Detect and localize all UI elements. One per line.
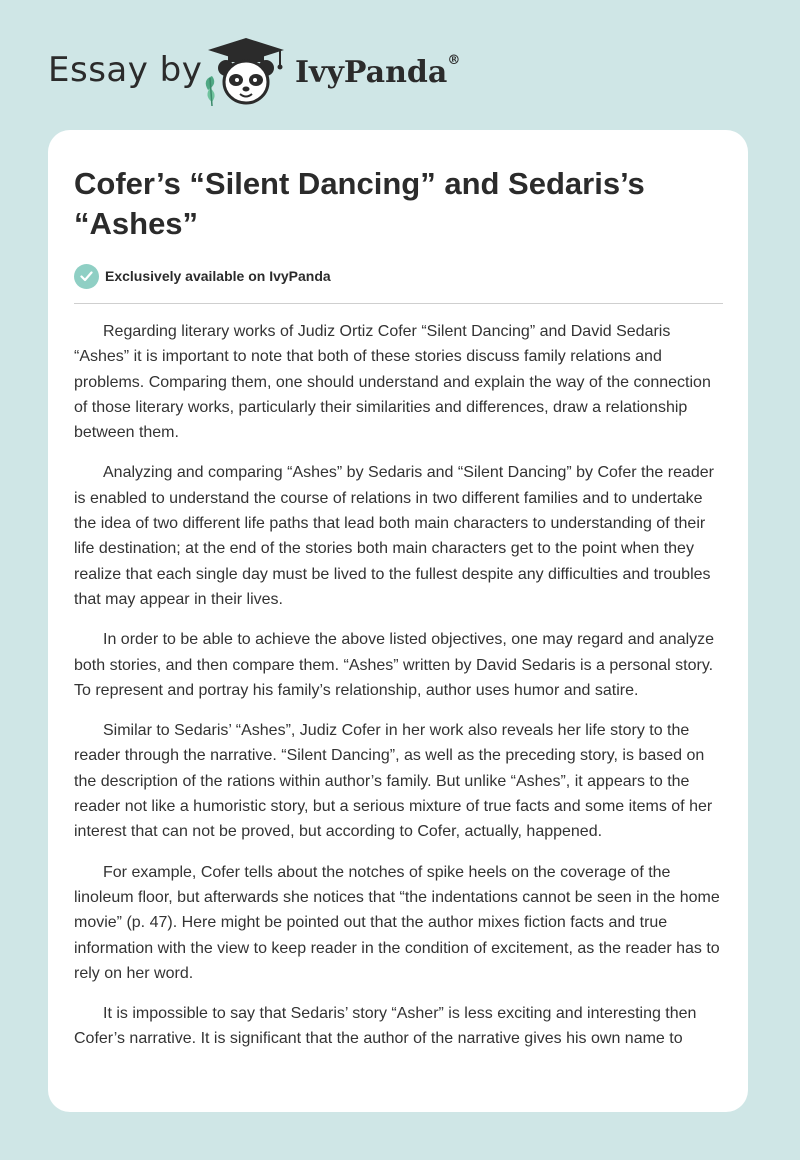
divider	[74, 303, 723, 304]
paragraph: For example, Cofer tells about the notches of spike heels on the coverage of the linoleum floor, but afterwards she notices that “the indentations cannot be seen in the home movie” (p. 47). Here might be pointed out that the author mixes fiction facts and true information with the view to keep reader in the condition of excitement, as the reader has to rely on her word.	[74, 863, 720, 982]
essay-by-label: Essay by	[48, 50, 203, 90]
panda-graduation-cap-icon[interactable]	[200, 36, 292, 108]
paragraph: Analyzing and comparing “Ashes” by Sedaris and “Silent Dancing” by Cofer the reader is enabled to understand the course of relations in two different families and to undertake the idea of two different life paths that lead both main characters to understanding of their life destination; at the end of the stories both main characters get to the point when they realize that each single day must be lived to the fullest despite any difficulties and troubles that may appear in their lives.	[74, 464, 714, 608]
check-circle-icon	[74, 264, 99, 289]
paragraph: Regarding literary works of Judiz Ortiz Cofer “Silent Dancing” and David Sedaris “Ashes” it is important to note that both of these stories discuss family relations and problems. Comparing them, one should understand and explain the way of the connection of those literary works, particularly their similarities and differences, draw a relationship between them.	[74, 323, 711, 442]
essay-card	[48, 130, 748, 1112]
brand-logo[interactable]	[295, 55, 460, 90]
paragraph: Similar to Sedaris’ “Ashes”, Judiz Cofer in her work also reveals her life story to the reader through the narrative. “Silent Dancing”, as well as the preceding story, is based on the description of the rations within author’s family. But unlike “Ashes”, it appears to the reader not like a humoristic story, but a serious mixture of true facts and some items of her interest that can not be proved, but according to Cofer, actually, happened.	[74, 722, 713, 841]
paragraph: It is impossible to say that Sedaris’ story “Asher” is less exciting and interesting then Cofer’s narrative. It is significant that the author of the narrative gives his own name to	[74, 1005, 697, 1048]
brand-name: IvyPanda	[295, 55, 448, 90]
essay-body	[74, 319, 726, 1067]
exclusive-badge	[74, 263, 331, 289]
registered-mark: ®	[447, 53, 461, 68]
exclusive-badge-text: Exclusively available on IvyPanda	[105, 268, 331, 284]
essay-title: Cofer’s “Silent Dancing” and Sedaris’s “Ashes”	[74, 166, 645, 241]
paragraph: In order to be able to achieve the above listed objectives, one may regard and analyze both stories, and then compare them. “Ashes” written by David Sedaris is a personal story. To represent and portray his family’s relationship, author uses humor and satire.	[74, 631, 715, 699]
site-header	[0, 0, 800, 120]
